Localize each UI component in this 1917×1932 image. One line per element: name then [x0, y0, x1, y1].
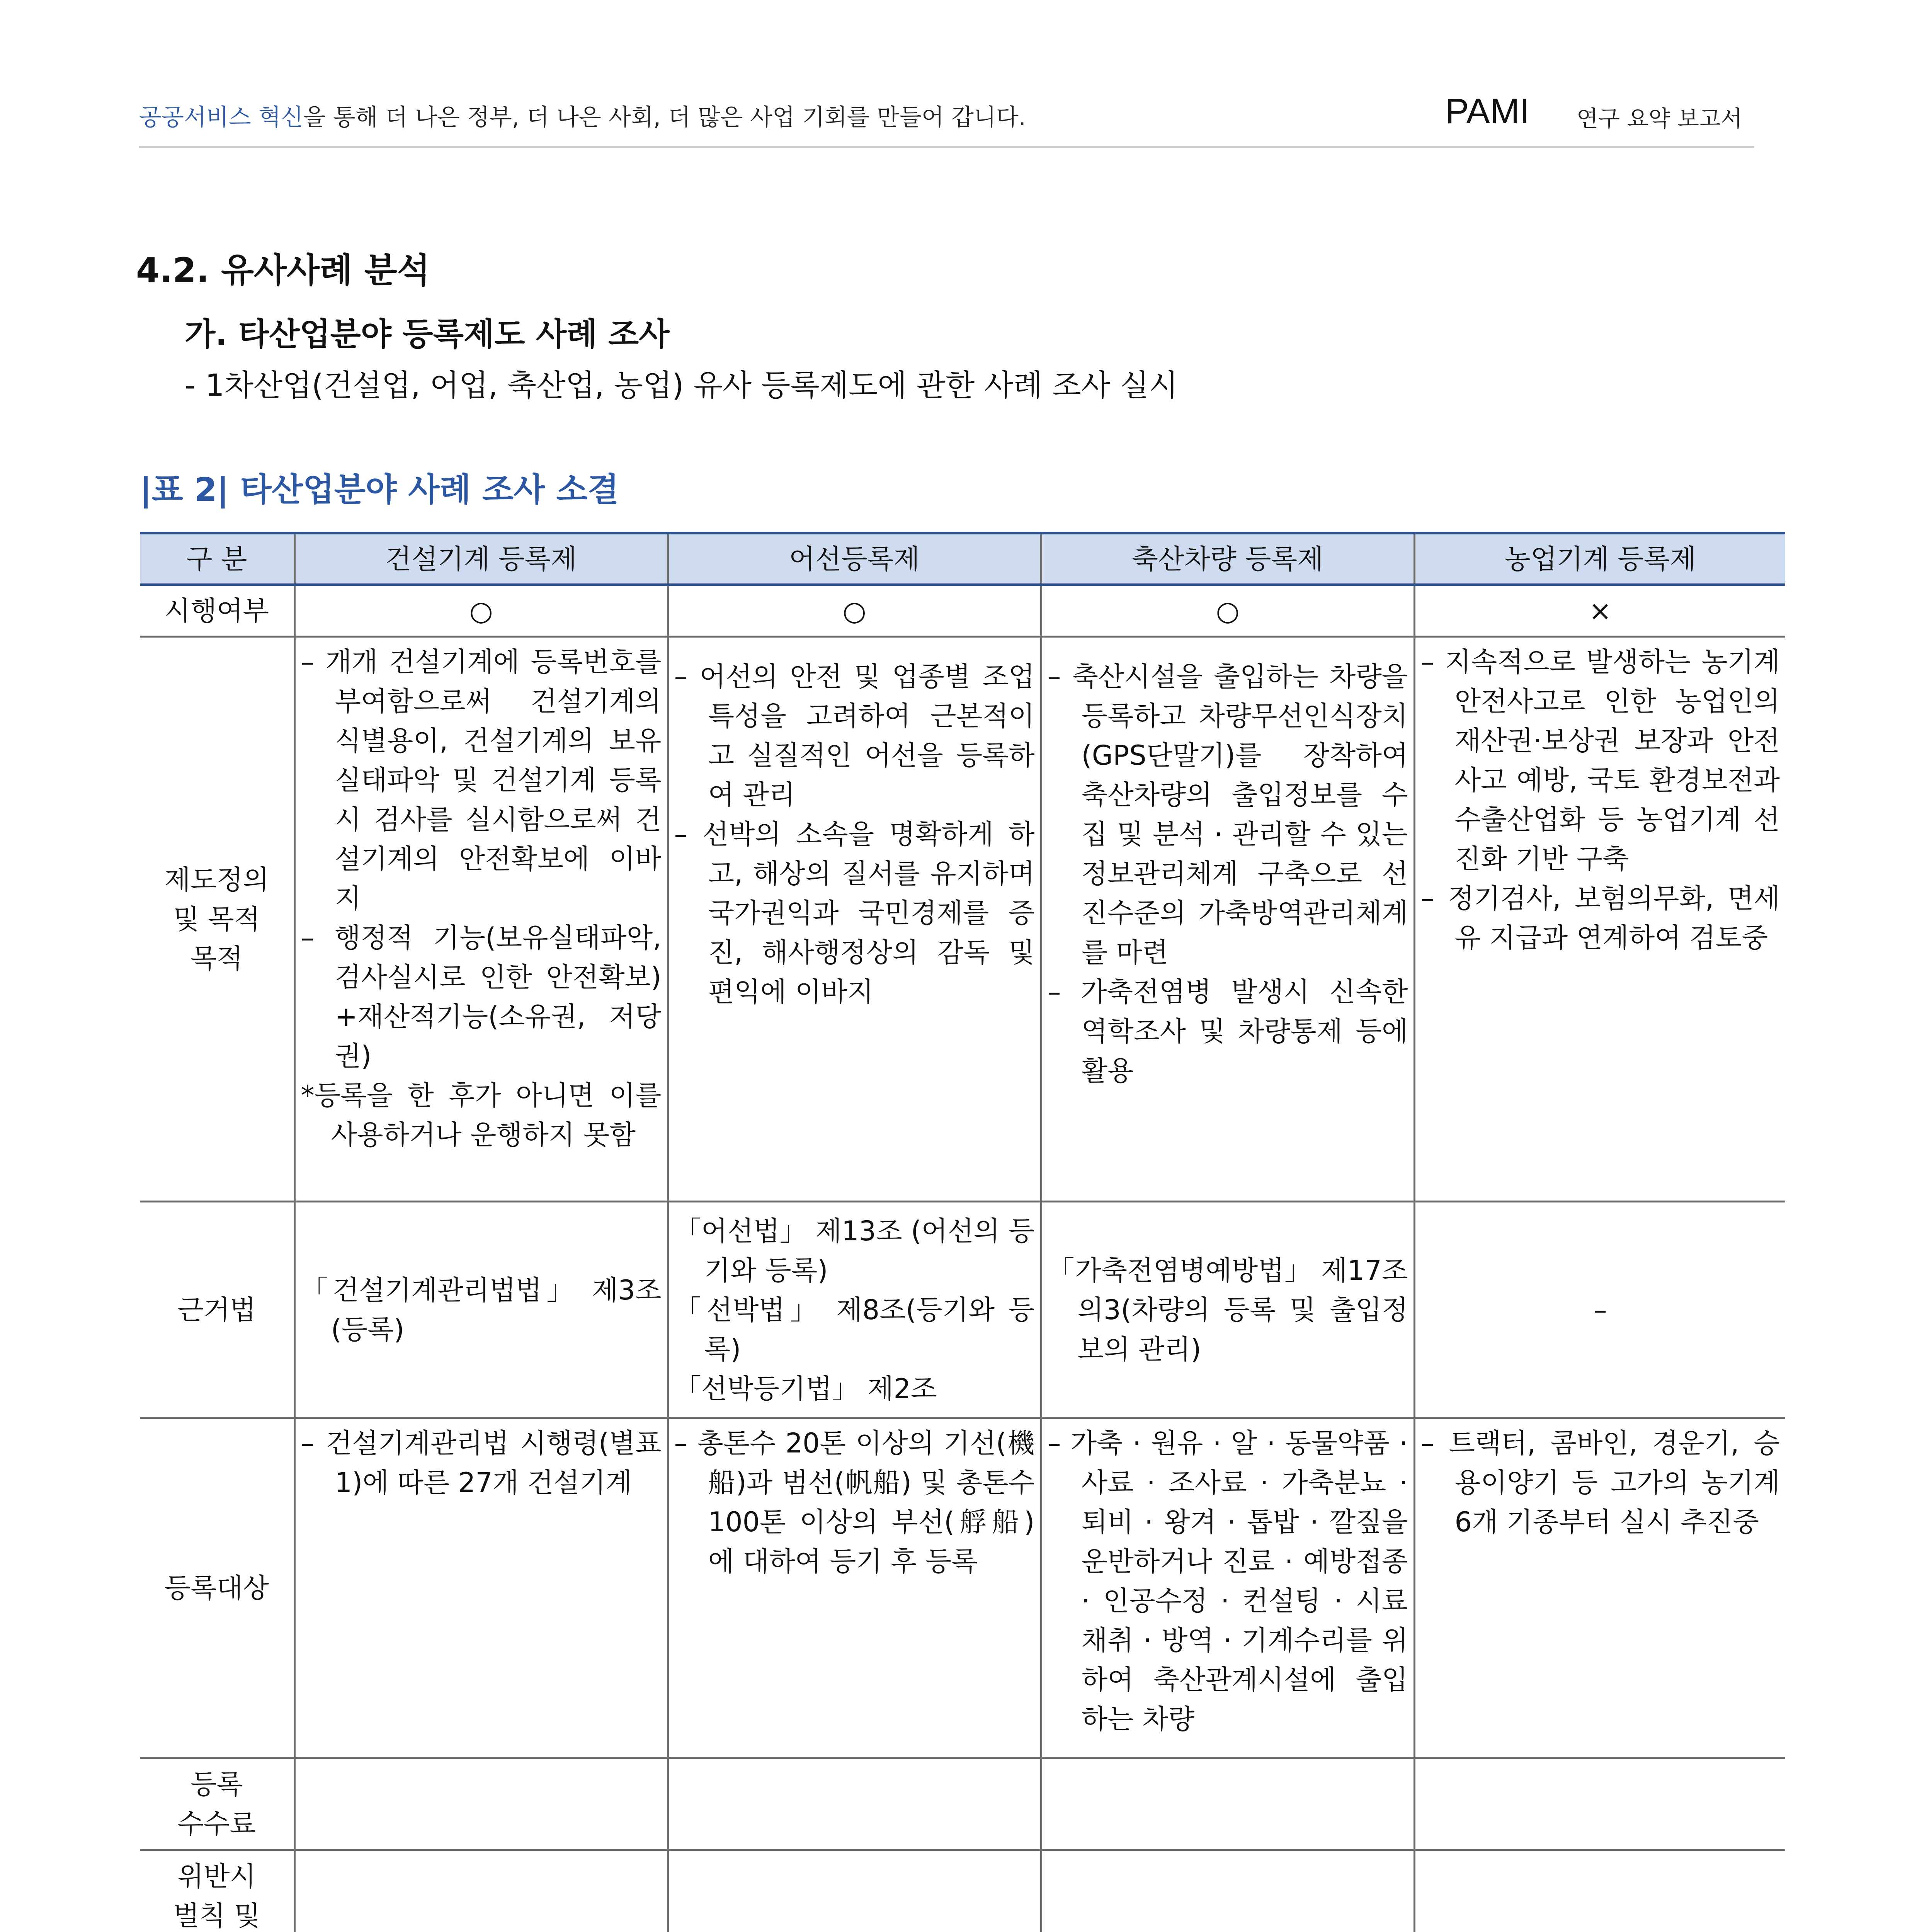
- table-row: [140, 1850, 1785, 1932]
- table-cell: – 총톤수 20톤 이상의 기선(機船)과 범선(帆船) 및 총톤수 100톤 이상의 부선(艀船)에 대하여 등기 후 등록: [668, 1418, 1041, 1758]
- table-header-cell: 축산차량 등록제: [1041, 533, 1414, 585]
- table-row: [140, 1758, 1785, 1850]
- table-caption: |표 2| 타산업분야 사례 조사 소결: [140, 471, 619, 509]
- table-cell: 「건설기계관리법법」 제3조(등록): [294, 1202, 668, 1418]
- table-cell: [294, 1850, 668, 1932]
- table-row: [140, 637, 1785, 1202]
- row-header: 근거법: [140, 1202, 294, 1418]
- table-cell: – 개개 건설기계에 등록번호를 부여함으로써 건설기계의 식별용이, 건설기계의 보유실태파악 및 건설기계 등록시 검사를 실시함으로써 건설기계의 안전확보에 이바지 – 행정적 기능(보유실태파악, 검사실시로 인한 안전확보)+재산적기능(소유권, 저당권) *등록을 한 후가 아니면 이를 사용하거나 운행하지 못함: [294, 637, 668, 1202]
- header-report-type: 연구 요약 보고서: [1577, 105, 1743, 132]
- header-divider: [139, 146, 1754, 148]
- table-cell: – 축산시설을 출입하는 차량을 등록하고 차량무선인식장치(GPS단말기)를 장착하여 축산차량의 출입정보를 수집 및 분석 · 관리할 수 있는 정보관리체계 구축으로 선진수준의 가축방역관리체계를 마련 – 가축전염병 발생시 신속한 역학조사 및 차량통제 등에 활용: [1041, 637, 1414, 1202]
- header-slogan: 공공서비스 혁신을 통해 더 나은 정부, 더 나은 사회, 더 많은 사업 기회를 만들어 갑니다.: [139, 104, 1026, 131]
- row-header: 제도정의 및 목적 목적: [140, 637, 294, 1202]
- page-header: [139, 91, 1754, 149]
- table-cell: –: [1414, 1202, 1785, 1418]
- subsection-heading-a: 가. 타산업분야 등록제도 사례 조사: [185, 316, 670, 353]
- table-header-cell: 어선등록제: [668, 533, 1041, 585]
- row-header: 등록 수수료: [140, 1758, 294, 1850]
- header-brand: PAMI: [1445, 92, 1530, 131]
- table-cell: [1414, 1758, 1785, 1850]
- table-cell: 「가축전염병예방법」 제17조의3(차량의 등록 및 출입정보의 관리): [1041, 1202, 1414, 1418]
- table-cell: – 트랙터, 콤바인, 경운기, 승용이양기 등 고가의 농기계 6개 기종부터 실시 추진중: [1414, 1418, 1785, 1758]
- table-cell: ×: [1414, 585, 1785, 637]
- table-cell: [668, 1758, 1041, 1850]
- table-cell: – 가축 · 원유 · 알 · 동물약품 · 사료 · 조사료 · 가축분뇨 · 퇴비 · 왕겨 · 톱밥 · 깔짚을 운반하거나 진료 · 예방접종 · 인공수정 · 컨설팅 · 시료채취 · 방역 · 기계수리를 위하여 축산관계시설에 출입하는 차량: [1041, 1418, 1414, 1758]
- table-cell: [294, 1758, 668, 1850]
- table-cell: – 건설기계관리법 시행령(별표1)에 따른 27개 건설기계: [294, 1418, 668, 1758]
- table-row: [140, 1418, 1785, 1758]
- table-cell: [1041, 1850, 1414, 1932]
- table-header-cell: 건설기계 등록제: [294, 533, 668, 585]
- table-cell: [1041, 1758, 1414, 1850]
- table-cell: [1414, 1850, 1785, 1932]
- table-cell: ○: [668, 585, 1041, 637]
- table-row: [140, 585, 1785, 637]
- table-row: [140, 1202, 1785, 1418]
- comparison-table: [140, 532, 1785, 1932]
- row-header: 위반시 벌칙 및: [140, 1850, 294, 1932]
- row-header: 등록대상: [140, 1418, 294, 1758]
- table-cell: 「어선법」 제13조 (어선의 등기와 등록) 「선박법」 제8조(등기와 등록) 「선박등기법」 제2조: [668, 1202, 1041, 1418]
- table-header-row: [140, 533, 1785, 585]
- section-heading: 4.2. 유사사례 분석: [136, 250, 430, 290]
- subsection-bullet-a: - 1차산업(건설업, 어업, 축산업, 농업) 유사 등록제도에 관한 사례 조사 실시: [185, 368, 1178, 403]
- row-header: 시행여부: [140, 585, 294, 637]
- table-cell: [668, 1850, 1041, 1932]
- table-cell: ○: [294, 585, 668, 637]
- table-cell: ○: [1041, 585, 1414, 637]
- table-header-cell: 농업기계 등록제: [1414, 533, 1785, 585]
- table-cell: – 지속적으로 발생하는 농기계 안전사고로 인한 농업인의 재산권·보상권 보장과 안전사고 예방, 국토 환경보전과 수출산업화 등 농업기계 선진화 기반 구축 – 정기검사, 보험의무화, 면세유 지급과 연계하여 검토중: [1414, 637, 1785, 1202]
- table-header-cell: 구 분: [140, 533, 294, 585]
- table-cell: – 어선의 안전 및 업종별 조업특성을 고려하여 근본적이고 실질적인 어선을 등록하여 관리 – 선박의 소속을 명확하게 하고, 해상의 질서를 유지하며 국가권익과 국민경제를 증진, 해사행정상의 감독 및 편익에 이바지: [668, 637, 1041, 1202]
